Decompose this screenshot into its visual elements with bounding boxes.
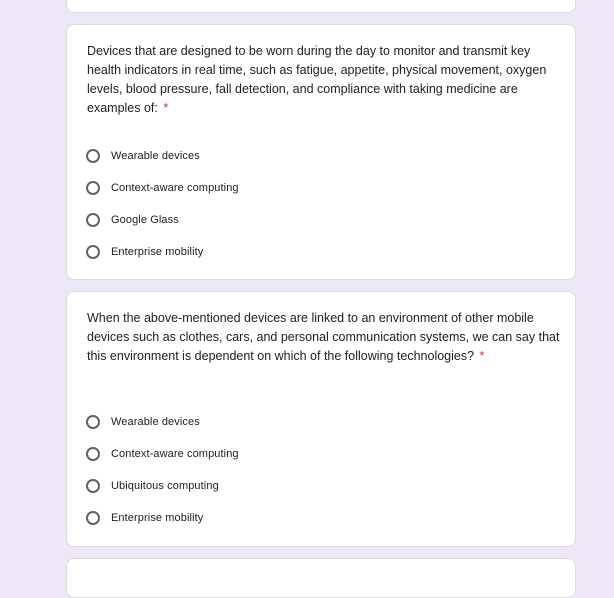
option-google-glass[interactable] xyxy=(86,204,546,236)
radio-button[interactable] xyxy=(86,415,100,429)
question-title xyxy=(87,42,567,118)
options-group xyxy=(86,140,546,268)
radio-button[interactable] xyxy=(86,511,100,525)
option-enterprise-mobility[interactable] xyxy=(86,502,546,534)
option-context-aware-computing[interactable] xyxy=(86,172,546,204)
radio-button[interactable] xyxy=(86,213,100,227)
question-text: When the above-mentioned devices are linked to an environment of other mobile devices such as clothes, cars, and personal communication systems, we can say that this environment is dependent on which of the following technologies? xyxy=(87,311,560,363)
question-card-2 xyxy=(66,291,576,547)
question-title xyxy=(87,309,567,366)
option-enterprise-mobility[interactable] xyxy=(86,236,546,268)
radio-button[interactable] xyxy=(86,245,100,259)
option-label: Enterprise mobility xyxy=(111,512,204,524)
question-card-1 xyxy=(66,24,576,280)
radio-button[interactable] xyxy=(86,181,100,195)
option-ubiquitous-computing[interactable] xyxy=(86,470,546,502)
radio-button[interactable] xyxy=(86,149,100,163)
option-wearable-devices[interactable] xyxy=(86,140,546,172)
question-text: Devices that are designed to be worn during the day to monitor and transmit key health indicators in real time, such as fatigue, appetite, physical movement, oxygen levels, blood pressure, fall detection, and compliance with taking medicine are examples of: xyxy=(87,44,547,115)
previous-question-card xyxy=(66,0,576,13)
option-label: Wearable devices xyxy=(111,150,200,162)
option-label: Context-aware computing xyxy=(111,182,239,194)
option-label: Google Glass xyxy=(111,214,179,226)
option-label: Context-aware computing xyxy=(111,448,239,460)
required-asterisk: * xyxy=(479,349,485,363)
radio-button[interactable] xyxy=(86,479,100,493)
option-context-aware-computing[interactable] xyxy=(86,438,546,470)
next-question-card xyxy=(66,558,576,598)
option-label: Enterprise mobility xyxy=(111,246,204,258)
option-label: Wearable devices xyxy=(111,416,200,428)
option-wearable-devices[interactable] xyxy=(86,406,546,438)
radio-button[interactable] xyxy=(86,447,100,461)
option-label: Ubiquitous computing xyxy=(111,480,219,492)
required-asterisk: * xyxy=(163,101,169,115)
options-group xyxy=(86,406,546,534)
